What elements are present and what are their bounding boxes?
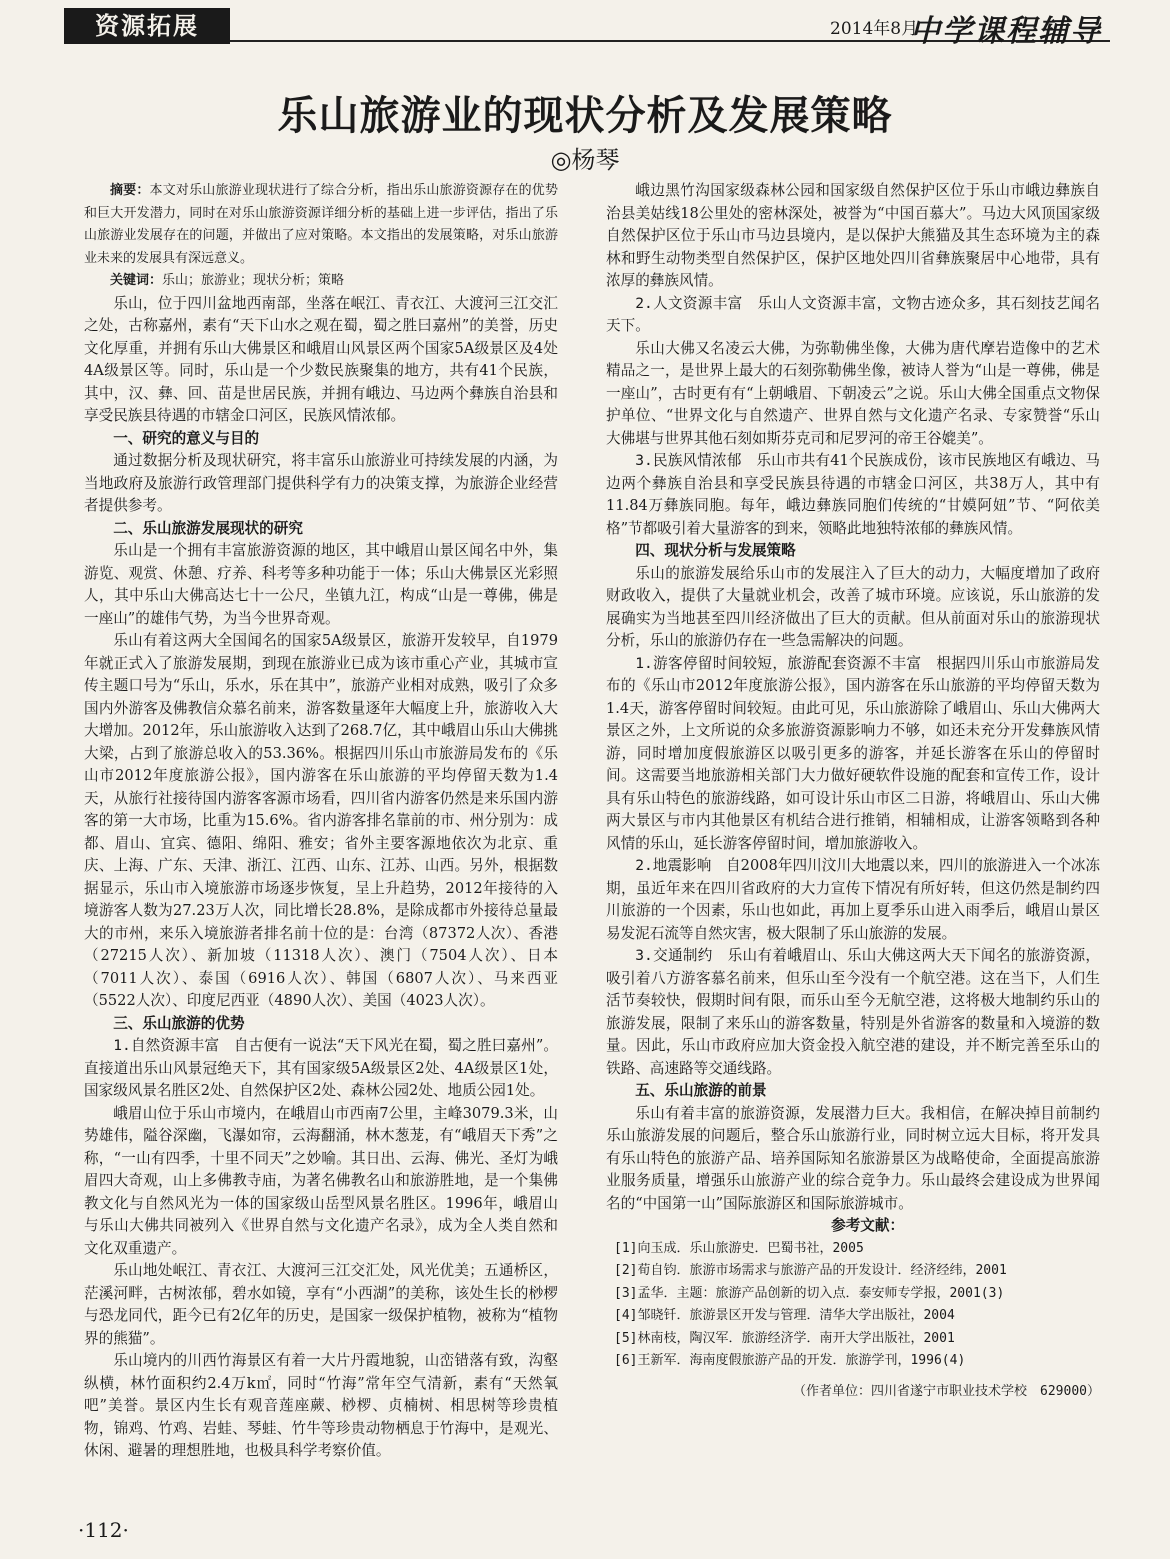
section-heading: 一、研究的意义与目的 <box>113 429 260 447</box>
journal-name: 中学课程辅导 <box>910 14 1102 49</box>
reference-item: [4]邹晓钎．旅游景区开发与管理．清华大学出版社，2004 <box>614 1308 955 1323</box>
paragraph <box>606 180 1100 293</box>
reference-item: [3]孟华．主题：旅游产品创新的切入点．泰安师专学报，2001(3) <box>614 1285 1005 1301</box>
subsection-lead: 1.自然资源丰富 <box>113 1037 234 1054</box>
paragraph <box>84 1103 558 1261</box>
abstract-label: 摘要： <box>110 183 150 198</box>
paragraph <box>606 293 1100 338</box>
paragraph <box>84 450 558 518</box>
section-tag: 资源拓展 <box>64 8 230 44</box>
paragraph <box>84 540 558 630</box>
paragraph <box>606 855 1100 945</box>
keywords-text: 乐山；旅游业；现状分析；策略 <box>162 273 345 288</box>
paragraph-text: 峨眉山位于乐山市境内，在峨眉山市西南7公里，主峰3079.3米，山势雄伟，隘谷深幽，飞瀑如帘，云海翻涌，林木葱茏，有“峨眉天下秀”之称，“一山有四季，十里不同天”之妙喻。其日出、云海、佛光、圣灯为峨眉四大奇观，山上多佛教寺庙，为著名佛教名山和旅游胜地，是一个集佛教文化与自然风光为一体的国家级山岳型风景名胜区。1996年，峨眉山与乐山大佛共同被列入《世界自然与文化遗产名录》，成为全人类自然和文化双重遗产。 <box>84 1104 558 1257</box>
paragraph-text: 乐山有着这两大全国闻名的国家5A级景区，旅游开发较早，自1979年就正式入了旅游发展期，到现在旅游业已成为该市重心产业，其城市宣传主题口号为“乐山，乐水，乐在其中”，旅游产业相对成熟，吸引了众多国内外游客及佛教信众慕名前来，游客数量逐年大幅度上升，旅游收入大大增加。2012年，乐山旅游收入达到了268.7亿，其中峨眉山乐山大佛挑大梁，占到了旅游总收入的53.36%。根据四川乐山市旅游局发布的《乐山市2012年度旅游公报》，国内游客在乐山旅游的平均停留天数为1.4天，从旅行社接待国内游客客源市场看，四川省内游客仍然是来乐国内游客的第一大市场，比重为15.6%。省内游客排名靠前的市、州分别为：成都、眉山、宜宾、德阳、绵阳、雅安；省外主要客源地依次为北京、重庆、上海、广东、天津、浙江、江西、山东、江苏、山西。另外，根据数据显示，乐山市入境旅游市场逐步恢复，呈上升趋势，2012年接待的入境游客人数为27.23万人次，同比增长28.8%，是除成都市外接待总量最大的市州，来乐入境旅游者排名前十位的是：台湾（87372人次）、香港（27215人次）、新加坡（11318人次）、澳门（7504人次）、日本（7011人次）、泰国（6916人次）、韩国（6807人次）、马来西亚（5522人次）、印度尼西亚（4890人次）、美国（4023人次）。 <box>84 632 558 1009</box>
author-affiliation: （作者单位：四川省遂宁市职业技术学校 629000） <box>793 1383 1100 1399</box>
subsection-lead: 2.地震影响 <box>635 857 727 874</box>
subsection-lead: 2.人文资源丰富 <box>635 294 758 312</box>
section-heading: 三、乐山旅游的优势 <box>113 1014 245 1032</box>
paragraph-text: 自2008年四川汶川大地震以来，四川的旅游进入一个冰冻期，虽近年来在四川省政府的大力宣传下情况有所好转，但这仍然是制约四川旅游的一个因素，乐山也如此，再加上夏季乐山进入雨季后，峨眉山景区易发泥石流等自然灾害，极大限制了乐山旅游的发展。 <box>606 857 1100 942</box>
page-number: ·112· <box>78 1518 129 1542</box>
left-column <box>84 180 558 1463</box>
paragraph-text: 乐山，位于四川盆地西南部，坐落在岷江、青衣江、大渡河三江交汇之处，古称嘉州，素有“天下山水之观在蜀，蜀之胜曰嘉州”的美誉，历史文化厚重，并拥有乐山大佛景区和峨眉山风景区两个国家5A级景区及4处4A级景区等。同时，乐山是一个少数民族聚集的地方，共有41个民族，其中，汉、彝、回、苗是世居民族，并拥有峨边、马边两个彝族自治县和享受民族县待遇的市辖金口河区，民族风情浓郁。 <box>84 294 558 424</box>
abstract <box>84 180 558 270</box>
paragraph <box>606 563 1100 653</box>
paragraph <box>84 1350 558 1463</box>
article-title: 乐山旅游业的现状分析及发展策略 <box>277 93 893 139</box>
section-heading: 四、现状分析与发展策略 <box>635 542 796 559</box>
paragraph-text: 根据四川乐山市旅游局发布的《乐山市2012年度旅游公报》，国内游客在乐山旅游的平均停留天数为1.4天，游客停留时间较短。由此可见，乐山旅游除了峨眉山、乐山大佛两大景区之外，上文所说的众多旅游资源影响力不够，如还未充分开发彝族风情游，同时增加度假旅游区以吸引更多的游客，并延长游客在乐山的停留时间。这需要当地旅游相关部门大力做好硬软件设施的配套和宣传工作，设计具有乐山特色的旅游线路，如可设计乐山市区二日游，将峨眉山、乐山大佛两大景区与市内其他景区有机结合进行推销，相辅相成，让游客领略到各种风情的乐山，延长游客停留时间，增加旅游收入。 <box>606 654 1100 852</box>
paragraph-text: 乐山的旅游发展给乐山市的发展注入了巨大的动力，大幅度增加了政府财政收入，提供了大量就业机会，改善了城市环境。应该说，乐山旅游的发展确实为当地甚至四川经济做出了巨大的贡献。但从前面对乐山的旅游现状分析，乐山的旅游仍存在一些急需解决的问题。 <box>606 564 1100 649</box>
keywords-label: 关键词： <box>110 273 163 288</box>
paragraph <box>84 1260 558 1350</box>
paragraph <box>606 450 1100 540</box>
paragraph <box>606 338 1100 451</box>
paragraph-text: 峨边黑竹沟国家级森林公园和国家级自然保护区位于乐山市峨边彝族自治县美姑线18公里处的密林深处，被誉为“中国百慕大”。马边大风顶国家级自然保护区位于乐山市马边县境内，是以保护大熊猫及其生态环境为主的森林和野生动物类型自然保护区，保护区地处四川省彝族聚居中心地带，具有浓厚的彝族风情。 <box>606 182 1100 289</box>
section-heading: 五、乐山旅游的前景 <box>635 1082 767 1099</box>
paragraph-text: 自古便有一说法“天下风光在蜀，蜀之胜曰嘉州”。直接道出乐山风景冠绝天下，其有国家级5A级景区2处、4A级景区1处，国家级风景名胜区2处、自然保护区2处、森林公园2处、地质公园1处。 <box>84 1037 558 1099</box>
paragraph-text: 乐山境内的川西竹海景区有着一大片丹霞地貌，山峦错落有致，沟壑纵横，林竹面积约2.4万k㎡，同时“竹海”常年空气清新，素有“天然氧吧”美誉。景区内生长有观音莲座蕨、桫椤、贞楠树、相思树等珍贵植物，锦鸡、竹鸡、岩蛙、琴蛙、竹牛等珍贵动物栖息于竹海中，是观光、休闲、避暑的理想胜地，也极具科学考察价值。 <box>84 1352 558 1459</box>
paragraph-text: 通过数据分析及现状研究，将丰富乐山旅游业可持续发展的内涵，为当地政府及旅游行政管理部门提供科学有力的决策支撑，为旅游企业经营者提供参考。 <box>84 452 558 514</box>
paragraph-text: 乐山人文资源丰富，文物古迹众多，其石刻技艺闻名天下。 <box>606 294 1100 334</box>
paragraph-text: 乐山有着丰富的旅游资源，发展潜力巨大。我相信，在解决掉目前制约乐山旅游发展的问题后，整合乐山旅游行业，同时树立远大目标，将开发具有乐山特色的旅游产品、培养国际知名旅游景区为战略使命，全面提高旅游业服务质量，增强乐山旅游产业的综合竞争力。乐山最终会建设成为世界闻名的“中国第一山”国际旅游区和国际旅游城市。 <box>606 1104 1100 1212</box>
paragraph <box>606 945 1100 1080</box>
right-column <box>606 180 1100 1403</box>
reference-item: [2]荀自钧．旅游市场需求与旅游产品的开发设计．经济经纬，2001 <box>614 1263 1007 1278</box>
keywords <box>84 270 558 293</box>
paragraph <box>84 293 558 428</box>
article-author: ◎杨琴 <box>550 146 620 174</box>
paragraph-text: 乐山是一个拥有丰富旅游资源的地区，其中峨眉山景区闻名中外，集游览、观赏、休憩、疗养、科考等多种功能于一体；乐山大佛景区光彩照人，其中乐山大佛高达七十一公尺，坐镇九江，构成“山是一尊佛，佛是一座山”的雄伟气势，为当今世界奇观。 <box>84 542 558 627</box>
left-body <box>84 293 558 1463</box>
paragraph-text: 乐山市共有41个民族成份，该市民族地区有峨边、马边两个彝族自治县和享受民族县待遇的市辖金口河区，共38万人，其中有11.84万彝族同胞。每年，峨边彝族同胞们传统的“甘嫫阿妞”节、“阿依美格”节都吸引着大量游客的到来，领略此地独特浓郁的彝族风情。 <box>606 452 1100 537</box>
subsection-lead: 3.民族风情浓郁 <box>635 452 757 469</box>
paragraph <box>606 653 1100 856</box>
subsection-lead: 3.交通制约 <box>635 947 728 964</box>
abstract-text: 本文对乐山旅游业现状进行了综合分析，指出乐山旅游资源存在的优势和巨大开发潜力，同时在对乐山旅游资源详细分析的基础上进一步评估，指出了乐山旅游业发展存在的问题，并做出了应对策略。本文指出的发展策略，对乐山旅游业未来的发展具有深远意义。 <box>84 183 558 266</box>
references-heading: 参考文献： <box>831 1217 905 1234</box>
reference-item: [1]向玉成．乐山旅游史．巴蜀书社，2005 <box>614 1240 864 1256</box>
paragraph <box>606 1103 1100 1216</box>
paragraph-text: 乐山有着峨眉山、乐山大佛这两大天下闻名的旅游资源，吸引着八方游客慕名前来，但乐山至今没有一个航空港。这在当下，人们生活节奏较快，假期时间有限，而乐山至今无航空港，这将极大地制约乐山的旅游发展，限制了来乐山的游客数量，特别是外省游客的数量和入境游的数量。因此，乐山市政府应加大资金投入航空港的建设，并不断完善至乐山的铁路、高速路等交通线路。 <box>606 947 1100 1077</box>
reference-item: [5]林南枝，陶汉军．旅游经济学．南开大学出版社，2001 <box>614 1330 955 1346</box>
subsection-lead: 1.游客停留时间较短，旅游配套资源不丰富 <box>635 654 937 672</box>
right-body <box>606 180 1100 1215</box>
paragraph <box>84 630 558 1013</box>
paragraph-text: 乐山地处岷江、青衣江、大渡河三江交汇处，风光优美；五通桥区，茫溪河畔，古树浓郁，碧水如镜，享有“小西湖”的美称，该处生长的桫椤与恐龙同代，距今已有2亿年的历史，是国家一级保护植物，被称为“植物界的熊猫”。 <box>84 1262 558 1347</box>
paragraph <box>84 1035 558 1103</box>
section-heading: 二、乐山旅游发展现状的研究 <box>113 519 303 537</box>
references-list <box>606 1238 1100 1373</box>
reference-item: [6]王新军．海南度假旅游产品的开发．旅游学刊，1996(4) <box>614 1353 966 1368</box>
issue-date: 2014年8月 <box>830 19 919 39</box>
paragraph-text: 乐山大佛又名凌云大佛，为弥勒佛坐像，大佛为唐代摩岩造像中的艺术精品之一，是世界上最大的石刻弥勒佛坐像，被诗人誉为“山是一尊佛，佛是一座山”，古时更有有“上朝峨眉、下朝凌云”之说。乐山大佛全国重点文物保护单位、“世界文化与自然遗产、世界自然与文化遗产名录、专家赞誉“乐山大佛堪与世界其他石刻如斯芬克司和尼罗河的帝王谷媲美”。 <box>606 339 1100 447</box>
